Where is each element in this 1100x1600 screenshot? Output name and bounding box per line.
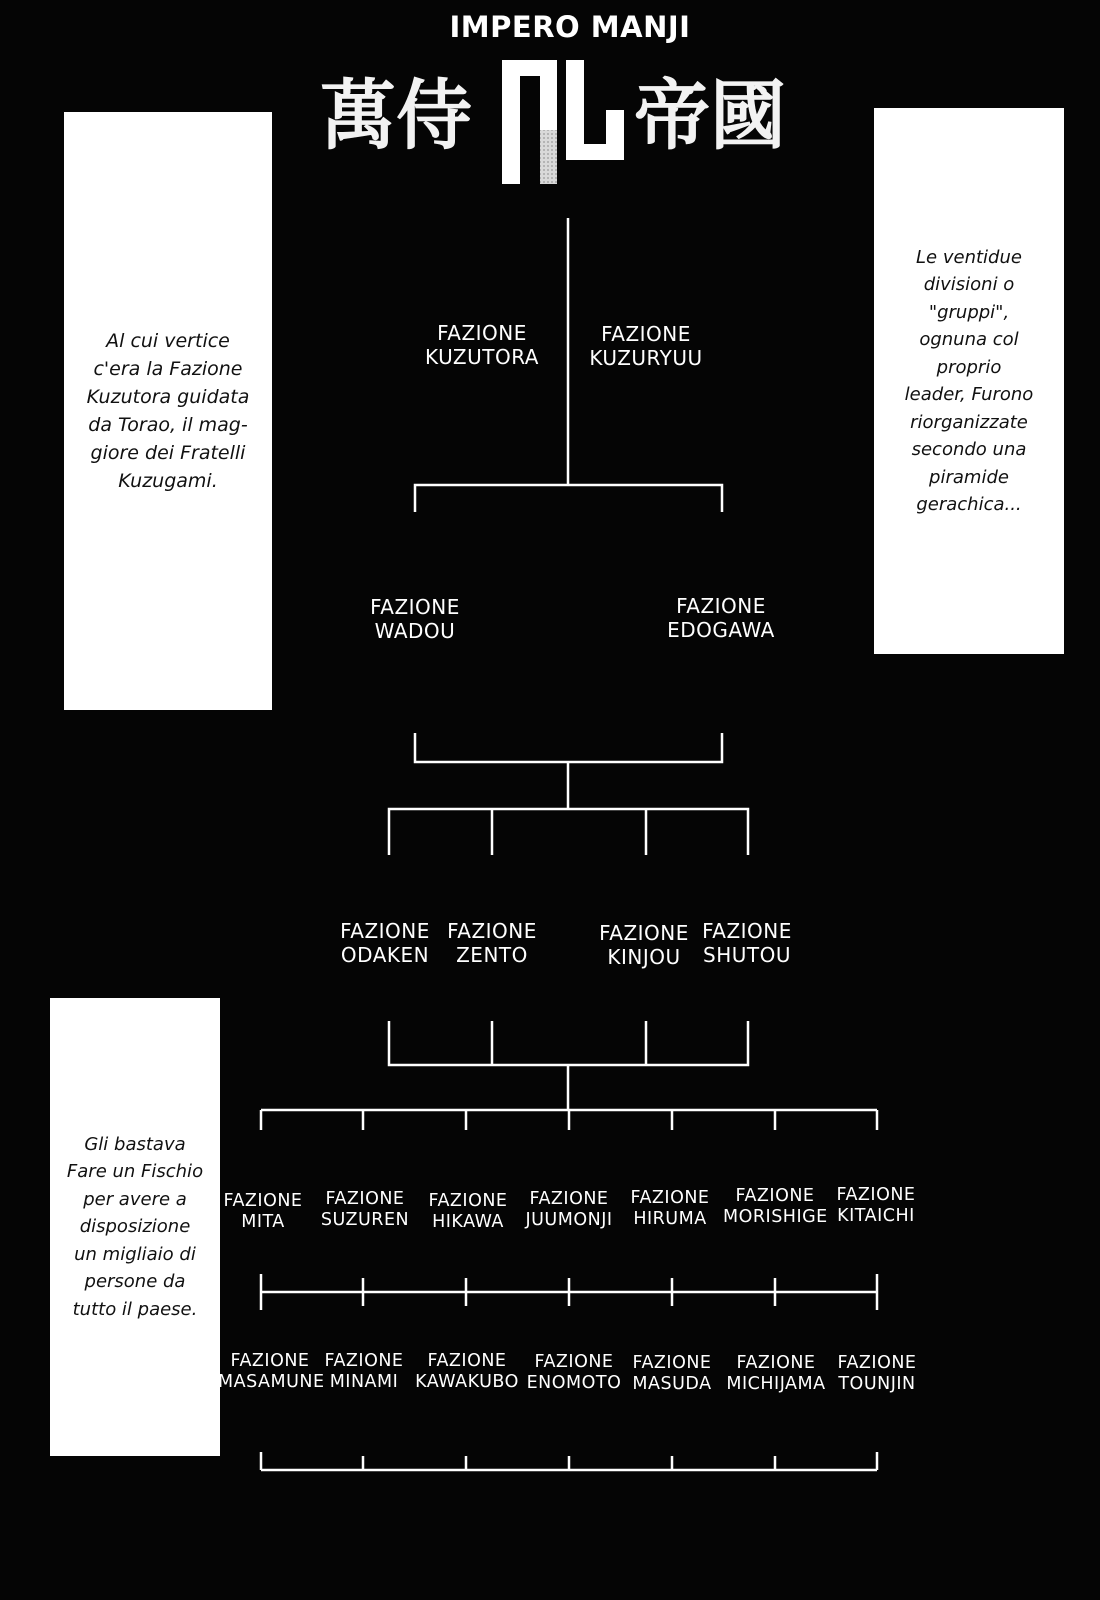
faction-kuzutora: FAZIONE KUZUTORA bbox=[425, 321, 539, 369]
faction-odaken: FAZIONE ODAKEN bbox=[340, 919, 430, 967]
kanji-right: 帝國 bbox=[634, 71, 786, 160]
faction-kuzuryuu: FAZIONE KUZURYUU bbox=[589, 322, 703, 370]
page-title: IMPERO MANJI bbox=[449, 10, 691, 44]
caption-left-bottom-text: Gli bastava Fare un Fischio per avere a disposizione un migliaio di persone da tutto il paese. bbox=[66, 1133, 204, 1320]
faction-masamune: FAZIONE MASAMUNE bbox=[218, 1351, 325, 1392]
faction-suzuren: FAZIONE SUZUREN bbox=[320, 1189, 410, 1230]
connector-bracket-2 bbox=[415, 733, 722, 762]
faction-mita: FAZIONE MITA bbox=[223, 1191, 303, 1232]
faction-tounjin: FAZIONE TOUNJIN bbox=[837, 1353, 917, 1394]
caption-right-top-text: Le ventidue divisioni o "gruppi", ognuna col proprio leader, Furono riorganizzate secondo una piramide gerachica... bbox=[904, 246, 1034, 515]
faction-minami: FAZIONE MINAMI bbox=[324, 1351, 404, 1392]
caption-box-left-top bbox=[64, 112, 272, 710]
faction-michijama: FAZIONE MICHIJAMA bbox=[726, 1353, 826, 1394]
faction-zento: FAZIONE ZENTO bbox=[447, 919, 537, 967]
faction-hiruma: FAZIONE HIRUMA bbox=[630, 1188, 710, 1229]
caption-box-left-bottom bbox=[50, 998, 220, 1456]
caption-left-top-text: Al cui vertice c'era la Fazione Kuzutora guidata da Torao, il mag- giore dei Fratelli Kuzugami. bbox=[86, 330, 250, 492]
faction-juumonji: FAZIONE JUUMONJI bbox=[525, 1189, 613, 1230]
connector-bracket-3 bbox=[389, 1021, 748, 1065]
manji-emblem-icon bbox=[502, 60, 624, 184]
faction-masuda: FAZIONE MASUDA bbox=[632, 1353, 712, 1394]
faction-hikawa: FAZIONE HIKAWA bbox=[428, 1191, 508, 1232]
caption-box-right-top bbox=[874, 108, 1064, 654]
faction-kitaichi: FAZIONE KITAICHI bbox=[836, 1185, 916, 1226]
kanji-left: 萬侍 bbox=[320, 71, 472, 160]
faction-kawakubo: FAZIONE KAWAKUBO bbox=[415, 1351, 519, 1392]
faction-shutou: FAZIONE SHUTOU bbox=[702, 919, 792, 967]
connector-rake-7-teeth bbox=[261, 1110, 877, 1130]
connector-ruler-bottom-ticks bbox=[261, 1452, 877, 1470]
faction-wadou: FAZIONE WADOU bbox=[370, 595, 460, 643]
faction-enomoto: FAZIONE ENOMOTO bbox=[526, 1352, 622, 1393]
faction-kinjou: FAZIONE KINJOU bbox=[599, 921, 689, 969]
faction-morishige: FAZIONE MORISHIGE bbox=[723, 1186, 828, 1227]
connector-rake-3 bbox=[389, 809, 748, 855]
faction-edogawa: FAZIONE EDOGAWA bbox=[667, 594, 775, 642]
connector-bracket-1 bbox=[415, 485, 722, 512]
